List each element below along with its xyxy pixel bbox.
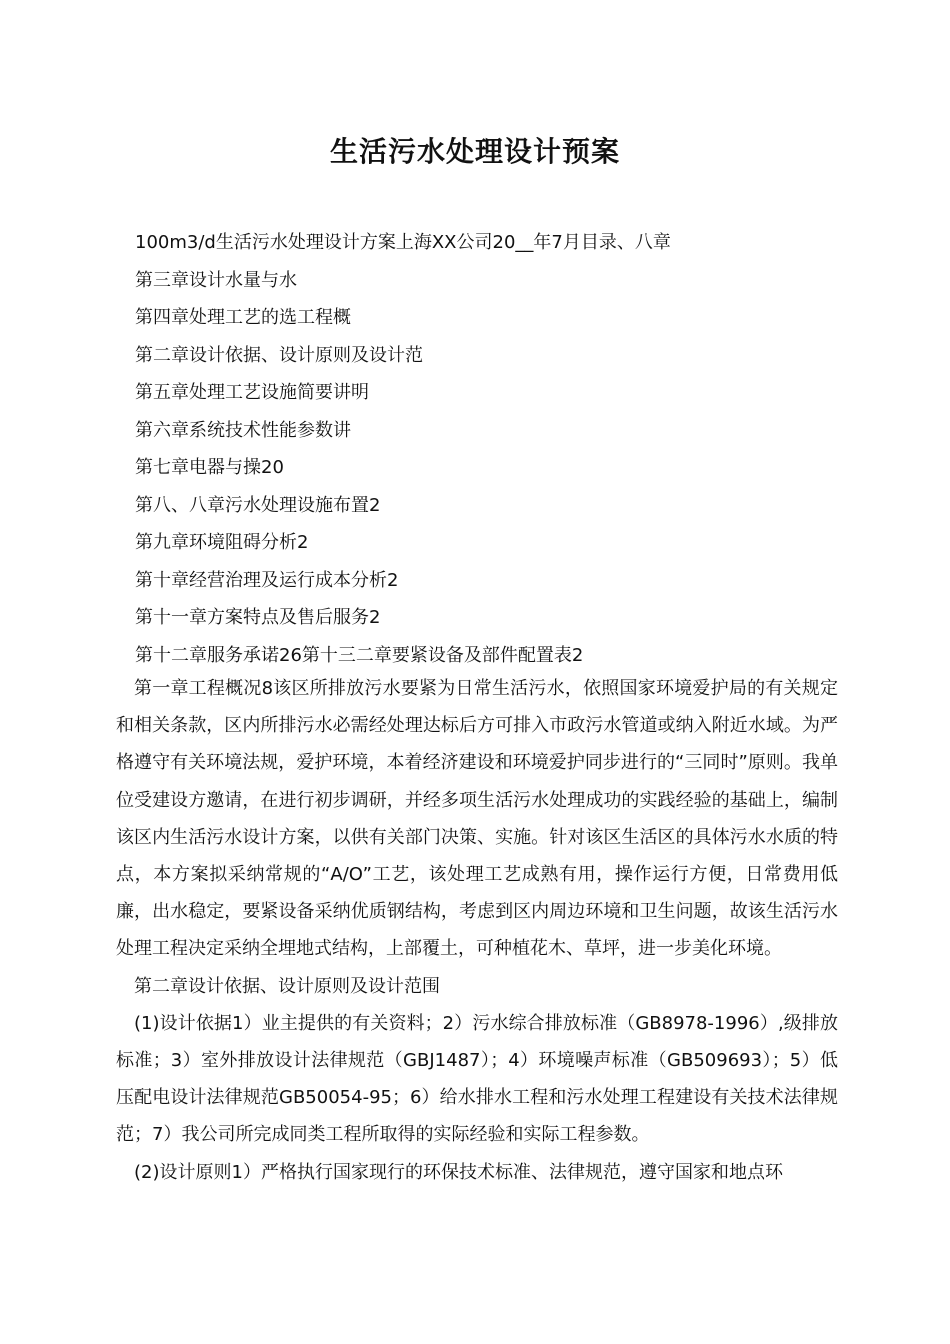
toc-line: 第七章电器与操20 — [135, 457, 284, 478]
paragraph-design-basis: (1)设计依据1）业主提供的有关资料；2）污水综合排放标准（GB8978-1996）,级排放标准；3）室外排放设计法律规范（GBJ1487）；4）环境噪声标准（GB509693）；5）低压配电设计法律规范GB50054-95；6）给水排水工程和污水处理工程建设有关技术法律规范；7）我公司所完成同类工程所取得的实际经验和实际工程参数。 — [116, 1012, 838, 1146]
toc-line: 第十章经营治理及运行成本分析2 — [135, 569, 399, 591]
table-of-contents — [135, 224, 855, 674]
paragraph-design-principles: (2)设计原则1）严格执行国家现行的环保技术标准、法律规范，遵守国家和地点环 — [134, 1161, 783, 1183]
section-heading: 第二章设计依据、设计原则及设计范围 — [134, 975, 440, 997]
paragraph-project-overview: 第一章工程概况8该区所排放污水要紧为日常生活污水，依照国家环境爱护局的有关规定和相关条款，区内所排污水必需经处理达标后方可排入市政污水管道或纳入附近水域。为严格遵守有关环境法规，爱护环境，本着经济建设和环境爱护同步进行的“三同时”原则。我单位受建设方邀请，在进行初步调研，并经多项生活污水处理成功的实践经验的基础上，编制该区内生活污水设计方案，以供有关部门决策、实施。针对该区生活区的具体污水水质的特点，本方案拟采纳常规的“A/O”工艺，该处理工艺成熟有用，操作运行方便，日常费用低廉，出水稳定，要紧设备采纳优质钢结构，考虑到区内周边环境和卫生问题，故该生活污水处理工程决定采纳全埋地式结构，上部覆土，可种植花木、草坪，进一步美化环境。 — [116, 678, 838, 960]
toc-line: 第六章系统技术性能参数讲 — [135, 419, 351, 441]
toc-line: 第二章设计依据、设计原则及设计范 — [135, 344, 423, 366]
toc-line: 100m3/d生活污水处理设计方案上海XX公司20__年7月目录、八章 — [135, 232, 671, 253]
toc-line: 第八、八章污水处理设施布置2 — [135, 494, 381, 516]
toc-line: 第三章设计水量与水 — [135, 269, 297, 291]
toc-line: 第九章环境阻碍分析2 — [135, 532, 309, 553]
toc-line: 第十一章方案特点及售后服务2 — [135, 607, 381, 628]
document-body — [116, 670, 838, 1191]
toc-line: 第十二章服务承诺26第十三二章要紧设备及部件配置表2 — [135, 644, 584, 666]
toc-line: 第五章处理工艺设施简要讲明 — [135, 382, 369, 403]
toc-line: 第四章处理工艺的选工程概 — [135, 307, 351, 328]
document-title: 生活污水处理设计预案 — [329, 135, 620, 168]
